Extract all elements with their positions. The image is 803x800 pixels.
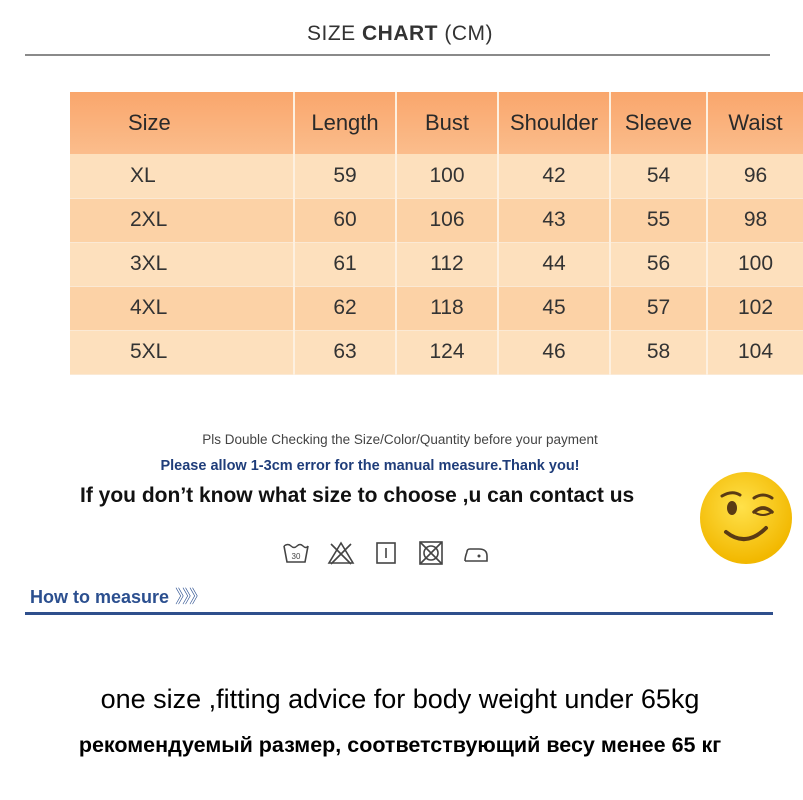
wash-30-icon	[282, 540, 310, 566]
column-header: Bust	[396, 92, 498, 154]
table-cell: 55	[610, 198, 707, 242]
table-row	[70, 330, 803, 374]
table-cell: 62	[294, 286, 396, 330]
table-cell: 100	[737, 252, 774, 275]
title-unit: (CM)	[438, 22, 493, 45]
table-cell: 96	[743, 163, 768, 187]
table-cell: 2XL	[70, 198, 294, 242]
fitting-advice-en: one size ,fitting advice for body weight under 65kg	[100, 684, 700, 714]
table-cell: 102	[737, 296, 774, 319]
no-bleach-icon	[327, 540, 355, 566]
table-cell: XL	[70, 154, 294, 198]
double-check-note: Pls Double Checking the Size/Color/Quantity before your payment	[202, 432, 598, 447]
table-cell: 46	[498, 330, 610, 374]
table-cell: 42	[498, 154, 610, 198]
table-cell: 5XL	[70, 330, 294, 374]
wash-temperature-label: 30	[291, 552, 301, 561]
table-cell: 112	[396, 242, 498, 286]
iron-icon	[462, 540, 490, 566]
table-cell: 63	[294, 330, 396, 374]
table-cell: 45	[498, 286, 610, 330]
title-divider	[25, 54, 770, 56]
table-cell: 4XL	[70, 286, 294, 330]
fitting-advice-ru: рекомендуемый размер, соответствующий весу менее 65 кг	[78, 733, 722, 757]
how-to-measure-heading	[30, 583, 205, 609]
table-row	[70, 198, 803, 242]
table-cell: 104	[737, 340, 774, 363]
table-row	[70, 154, 803, 198]
table-cell: 58	[610, 330, 707, 374]
size-chart-table	[70, 92, 783, 374]
column-header: Shoulder	[498, 92, 610, 154]
contact-note: If you don’t know what size to choose ,u can contact us	[80, 484, 635, 507]
chevrons-right-icon: 》》》	[175, 587, 206, 607]
table-cell: 54	[610, 154, 707, 198]
table-cell: 61	[294, 242, 396, 286]
page-title	[0, 22, 800, 46]
table-cell: 98	[743, 208, 768, 231]
column-header: Waist	[728, 110, 783, 135]
table-cell: 43	[498, 198, 610, 242]
how-to-measure-label: How to measure	[30, 587, 170, 607]
measure-divider	[25, 612, 773, 615]
table-row	[70, 242, 803, 286]
table-cell: 100	[396, 154, 498, 198]
title-chart: CHART	[362, 22, 439, 45]
column-header: Size	[70, 92, 294, 154]
winking-face-icon	[696, 468, 796, 568]
table-cell: 59	[294, 154, 396, 198]
table-cell: 118	[396, 286, 498, 330]
tumble-dry-icon	[372, 540, 400, 566]
table-cell: 3XL	[70, 242, 294, 286]
table-cell: 106	[396, 198, 498, 242]
care-instructions	[282, 538, 490, 568]
table-row	[70, 286, 803, 330]
table-cell: 60	[294, 198, 396, 242]
table-header-row	[70, 92, 803, 154]
table-cell: 124	[396, 330, 498, 374]
error-note: Please allow 1-3cm error for the manual measure.Thank you!	[160, 458, 580, 474]
column-header: Sleeve	[610, 92, 707, 154]
table-cell: 44	[498, 242, 610, 286]
table-cell: 57	[610, 286, 707, 330]
title-size: SIZE	[307, 22, 363, 45]
column-header: Length	[294, 92, 396, 154]
no-tumble-dry-icon	[417, 540, 445, 566]
table-cell: 56	[610, 242, 707, 286]
